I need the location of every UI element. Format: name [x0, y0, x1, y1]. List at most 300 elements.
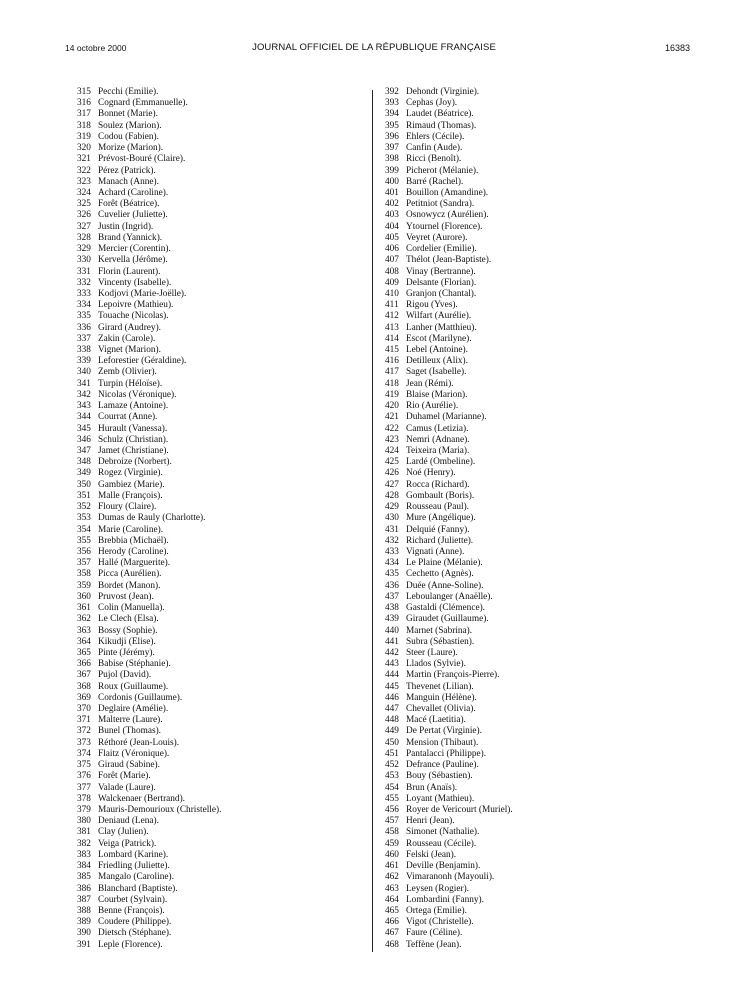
- list-item: [77, 379, 221, 390]
- list-item: [385, 592, 513, 603]
- right-name-list: [385, 87, 513, 951]
- entry-number: 389: [77, 917, 91, 928]
- entry-number: 391: [77, 939, 91, 950]
- entry-name: Laudet (Béatrice).: [406, 109, 474, 120]
- entry-name: Courbet (Sylvain).: [98, 894, 168, 905]
- entry-name: Camus (Letizia).: [406, 423, 469, 434]
- entry-number: 375: [77, 760, 91, 771]
- entry-number: 329: [77, 244, 91, 255]
- entry-name: Forêt (Marie).: [98, 771, 151, 782]
- entry-name: Ytournel (Florence).: [406, 221, 483, 232]
- list-item: [77, 300, 221, 311]
- entry-number: 456: [385, 805, 399, 815]
- entry-number: 346: [77, 434, 91, 445]
- list-item: [385, 839, 513, 850]
- list-item: [385, 794, 513, 805]
- entry-number: 361: [77, 603, 91, 614]
- entry-name: Blaise (Marion).: [406, 389, 468, 400]
- entry-number: 355: [77, 535, 91, 546]
- entry-name: Giraud (Sabine).: [98, 760, 160, 771]
- entry-number: 371: [77, 715, 91, 726]
- entry-number: 399: [385, 165, 399, 176]
- entry-number: 434: [385, 558, 399, 569]
- entry-name: Bonnet (Marie).: [98, 109, 158, 120]
- entry-name: Rogez (Virginie).: [98, 468, 163, 479]
- entry-name: Duhamel (Marianne).: [406, 412, 487, 423]
- entry-number: 457: [385, 816, 399, 827]
- entry-name: Pinte (Jérémy).: [98, 647, 155, 658]
- list-item: [77, 816, 221, 827]
- entry-name: Justin (Ingrid).: [98, 221, 154, 232]
- entry-number: 407: [385, 255, 399, 266]
- list-item: [385, 98, 513, 109]
- entry-number: 343: [77, 401, 91, 412]
- entry-number: 336: [77, 322, 91, 333]
- list-item: [77, 906, 221, 917]
- entry-number: 385: [77, 872, 91, 883]
- page-header: [0, 41, 748, 55]
- list-item: [385, 166, 513, 177]
- entry-name: Herody (Caroline).: [98, 546, 169, 557]
- entry-number: 437: [385, 591, 399, 602]
- entry-number: 441: [385, 636, 399, 647]
- entry-name: Osnowycz (Aurélien).: [406, 210, 489, 221]
- list-item: [77, 670, 221, 681]
- entry-number: 400: [385, 176, 399, 187]
- list-item: [385, 323, 513, 334]
- list-item: [385, 480, 513, 491]
- entry-number: 443: [385, 659, 399, 670]
- entry-name: Pruvost (Jean).: [98, 591, 154, 602]
- entry-name: Turpin (Héloïse).: [98, 378, 163, 389]
- issue-date: 14 octobre 2000: [65, 43, 127, 53]
- entry-number: 357: [77, 558, 91, 569]
- list-item: [77, 255, 221, 266]
- list-item: [77, 424, 221, 435]
- list-item: [77, 693, 221, 704]
- entry-number: 396: [385, 131, 399, 142]
- list-item: [385, 177, 513, 188]
- entry-number: 365: [77, 647, 91, 658]
- list-item: [385, 547, 513, 558]
- list-item: [385, 536, 513, 547]
- list-item: [385, 917, 513, 928]
- entry-name: Rigou (Yves).: [406, 300, 458, 311]
- entry-number: 412: [385, 311, 399, 322]
- entry-name: Vignet (Marion).: [98, 345, 161, 356]
- entry-name: Hallé (Marguerite).: [98, 558, 171, 569]
- list-item: [77, 603, 221, 614]
- entry-number: 409: [385, 277, 399, 288]
- entry-number: 411: [385, 300, 399, 311]
- entry-number: 335: [77, 311, 91, 322]
- list-item: [385, 491, 513, 502]
- list-item: [385, 132, 513, 143]
- list-item: [77, 794, 221, 805]
- entry-number: 328: [77, 232, 91, 243]
- list-item: [77, 132, 221, 143]
- list-item: [77, 502, 221, 513]
- entry-name: Touache (Nicolas).: [98, 311, 169, 322]
- entry-number: 382: [77, 838, 91, 849]
- entry-name: Veyret (Aurore).: [406, 232, 468, 243]
- entry-name: Henri (Jean).: [406, 816, 455, 827]
- entry-number: 340: [77, 367, 91, 378]
- entry-number: 453: [385, 771, 399, 782]
- entry-number: 433: [385, 546, 399, 557]
- entry-number: 466: [385, 917, 399, 928]
- list-item: [385, 928, 513, 939]
- list-item: [385, 222, 513, 233]
- entry-number: 359: [77, 580, 91, 591]
- list-item: [385, 412, 513, 423]
- list-item: [77, 412, 221, 423]
- entry-name: Dehondt (Virginie).: [406, 87, 480, 97]
- entry-number: 366: [77, 659, 91, 670]
- entry-number: 423: [385, 434, 399, 445]
- entry-number: 350: [77, 479, 91, 490]
- list-item: [385, 356, 513, 367]
- list-item: [77, 222, 221, 233]
- entry-number: 462: [385, 872, 399, 883]
- list-item: [77, 614, 221, 625]
- list-item: [77, 166, 221, 177]
- entry-name: Bossy (Sophie).: [98, 625, 158, 636]
- column-divider: [372, 90, 373, 952]
- entry-name: Vincenty (Isabelle).: [98, 277, 172, 288]
- entry-name: Zemb (Olivier).: [98, 367, 157, 378]
- list-item: [77, 682, 221, 693]
- entry-number: 393: [385, 98, 399, 109]
- entry-name: Rio (Aurélie).: [406, 401, 459, 412]
- entry-name: Pérez (Patrick).: [98, 165, 156, 176]
- entry-name: Jean (Rémi).: [406, 378, 454, 389]
- entry-number: 331: [77, 266, 91, 277]
- entry-name: De Pertat (Virginie).: [406, 726, 482, 737]
- entry-number: 348: [77, 457, 91, 468]
- list-item: [77, 805, 221, 816]
- entry-name: Noé (Henry).: [406, 468, 456, 479]
- list-item: [385, 289, 513, 300]
- list-item: [77, 390, 221, 401]
- entry-name: Mangalo (Caroline).: [98, 872, 174, 883]
- entry-name: Babise (Stéphanie).: [98, 659, 171, 670]
- entry-name: Girard (Audrey).: [98, 322, 161, 333]
- entry-name: Ortega (Emilie).: [406, 905, 467, 916]
- entry-number: 320: [77, 143, 91, 154]
- list-item: [77, 569, 221, 580]
- entry-name: Chevallet (Olivia).: [406, 704, 476, 715]
- entry-number: 337: [77, 333, 91, 344]
- entry-number: 387: [77, 894, 91, 905]
- list-item: [385, 311, 513, 322]
- entry-number: 368: [77, 681, 91, 692]
- entry-name: Brebbia (Michaël).: [98, 535, 169, 546]
- entry-number: 342: [77, 389, 91, 400]
- entry-name: Le Clech (Elsa).: [98, 614, 159, 625]
- list-item: [77, 940, 221, 951]
- entry-number: 377: [77, 782, 91, 793]
- list-item: [385, 738, 513, 749]
- list-item: [385, 278, 513, 289]
- entry-name: Cuvelier (Juliette).: [98, 210, 168, 221]
- list-item: [77, 872, 221, 883]
- entry-name: Pecchi (Emilie).: [98, 87, 159, 97]
- list-item: [77, 783, 221, 794]
- entry-name: Cognard (Emmanuelle).: [98, 98, 188, 109]
- list-item: [385, 334, 513, 345]
- list-item: [77, 525, 221, 536]
- entry-name: Lepoivre (Mathieu).: [98, 300, 174, 311]
- entry-name: Duée (Anne-Soline).: [406, 580, 484, 591]
- entry-number: 390: [77, 928, 91, 939]
- entry-number: 446: [385, 692, 399, 703]
- list-item: [77, 188, 221, 199]
- list-item: [385, 682, 513, 693]
- entry-name: Nemri (Adnane).: [406, 434, 470, 445]
- list-item: [385, 457, 513, 468]
- list-item: [385, 143, 513, 154]
- list-item: [77, 760, 221, 771]
- list-item: [77, 592, 221, 603]
- entry-number: 360: [77, 591, 91, 602]
- entry-name: Leforestier (Géraldine).: [98, 356, 187, 367]
- entry-name: Kodjovi (Marie-Joëlle).: [98, 288, 187, 299]
- list-item: [77, 895, 221, 906]
- entry-name: Brand (Yannick).: [98, 232, 163, 243]
- entry-number: 372: [77, 726, 91, 737]
- entry-name: Cephas (Joy).: [406, 98, 458, 109]
- entry-number: 326: [77, 210, 91, 221]
- list-item: [77, 726, 221, 737]
- entry-number: 449: [385, 726, 399, 737]
- entry-number: 428: [385, 490, 399, 501]
- entry-name: Mauris-Demourioux (Christelle).: [98, 805, 222, 815]
- entry-name: Soulez (Marion).: [98, 120, 162, 131]
- entry-number: 354: [77, 524, 91, 535]
- list-item: [77, 839, 221, 850]
- entry-name: Lamaze (Antoine).: [98, 401, 169, 412]
- entry-number: 344: [77, 412, 91, 423]
- list-item: [385, 109, 513, 120]
- entry-name: Rousseau (Paul).: [406, 502, 470, 513]
- list-item: [77, 558, 221, 569]
- entry-name: Cordelier (Emilie).: [406, 244, 477, 255]
- journal-title: JOURNAL OFFICIEL DE LA RÉPUBLIQUE FRANÇAISE: [252, 42, 496, 53]
- entry-number: 450: [385, 737, 399, 748]
- entry-number: 338: [77, 345, 91, 356]
- list-item: [77, 289, 221, 300]
- entry-number: 397: [385, 143, 399, 154]
- entry-name: Marie (Caroline).: [98, 524, 164, 535]
- entry-name: Floury (Claire).: [98, 502, 157, 513]
- entry-number: 383: [77, 849, 91, 860]
- entry-name: Prévost-Bouré (Claire).: [98, 154, 186, 165]
- entry-number: 439: [385, 614, 399, 625]
- list-item: [77, 547, 221, 558]
- list-item: [385, 884, 513, 895]
- entry-number: 321: [77, 154, 91, 165]
- entry-number: 467: [385, 928, 399, 939]
- list-item: [385, 872, 513, 883]
- list-item: [77, 233, 221, 244]
- list-item: [77, 210, 221, 221]
- entry-name: Cordonis (Guillaume).: [98, 692, 183, 703]
- entry-number: 356: [77, 546, 91, 557]
- entry-name: Ehlers (Cécile).: [406, 131, 465, 142]
- entry-name: Macé (Laetitia).: [406, 715, 466, 726]
- list-item: [77, 917, 221, 928]
- list-item: [77, 468, 221, 479]
- list-item: [385, 827, 513, 838]
- entry-number: 444: [385, 670, 399, 681]
- entry-name: Vigot (Christelle).: [406, 917, 474, 928]
- list-item: [385, 626, 513, 637]
- entry-number: 463: [385, 883, 399, 894]
- entry-number: 404: [385, 221, 399, 232]
- entry-number: 415: [385, 345, 399, 356]
- entry-name: Leysen (Rogier).: [406, 883, 469, 894]
- entry-number: 465: [385, 905, 399, 916]
- entry-number: 448: [385, 715, 399, 726]
- entry-name: Manach (Anne).: [98, 176, 159, 187]
- list-item: [77, 199, 221, 210]
- entry-number: 402: [385, 199, 399, 210]
- list-item: [385, 659, 513, 670]
- entry-name: Roux (Guillaume).: [98, 681, 169, 692]
- entry-name: Llados (Sylvie).: [406, 659, 466, 670]
- entry-name: Escot (Marilyne).: [406, 333, 472, 344]
- entry-name: Pujol (David).: [98, 670, 152, 681]
- entry-number: 405: [385, 232, 399, 243]
- entry-name: Leboulanger (Anaëlle).: [406, 591, 493, 602]
- entry-number: 373: [77, 737, 91, 748]
- entry-number: 316: [77, 98, 91, 109]
- entry-name: Gastaldi (Clémence).: [406, 603, 485, 614]
- entry-name: Malle (François).: [98, 490, 163, 501]
- entry-name: Leple (Florence).: [98, 939, 163, 950]
- entry-number: 460: [385, 849, 399, 860]
- list-item: [77, 626, 221, 637]
- entry-name: Kervella (Jérôme).: [98, 255, 168, 266]
- entry-number: 363: [77, 625, 91, 636]
- entry-number: 438: [385, 603, 399, 614]
- list-item: [77, 861, 221, 872]
- entry-name: Picherot (Mélanie).: [406, 165, 479, 176]
- list-item: [385, 210, 513, 221]
- list-item: [385, 446, 513, 457]
- entry-name: Florin (Laurent).: [98, 266, 161, 277]
- entry-number: 349: [77, 468, 91, 479]
- list-item: [385, 424, 513, 435]
- list-item: [77, 143, 221, 154]
- entry-name: Cechetto (Agnès).: [406, 569, 474, 580]
- entry-number: 431: [385, 524, 399, 535]
- entry-number: 351: [77, 490, 91, 501]
- list-item: [77, 513, 221, 524]
- entry-number: 323: [77, 176, 91, 187]
- entry-number: 425: [385, 457, 399, 468]
- entry-name: Clay (Julien).: [98, 827, 149, 838]
- entry-number: 419: [385, 389, 399, 400]
- list-item: [385, 233, 513, 244]
- entry-name: Detilleux (Alix).: [406, 356, 468, 367]
- list-item: [77, 536, 221, 547]
- entry-name: Veiga (Patrick).: [98, 838, 157, 849]
- list-item: [385, 199, 513, 210]
- list-item: [77, 704, 221, 715]
- entry-name: Brun (Anaïs).: [406, 782, 458, 793]
- entry-name: Canfin (Aude).: [406, 143, 463, 154]
- list-item: [385, 749, 513, 760]
- entry-number: 374: [77, 748, 91, 759]
- entry-number: 452: [385, 760, 399, 771]
- entry-number: 381: [77, 827, 91, 838]
- entry-number: 369: [77, 692, 91, 703]
- list-item: [77, 827, 221, 838]
- entry-name: Kikudji (Elise).: [98, 636, 156, 647]
- entry-name: Saget (Isabelle).: [406, 367, 467, 378]
- entry-name: Deglaire (Amélie).: [98, 704, 169, 715]
- entry-number: 394: [385, 109, 399, 120]
- entry-name: Walckenaer (Bertrand).: [98, 793, 186, 804]
- list-item: [77, 738, 221, 749]
- entry-name: Gombault (Boris).: [406, 490, 475, 501]
- list-item: [385, 244, 513, 255]
- entry-name: Codou (Fabien).: [98, 131, 159, 142]
- list-item: [385, 502, 513, 513]
- entry-name: Forêt (Béatrice).: [98, 199, 160, 210]
- entry-name: Petitniot (Sandra).: [406, 199, 475, 210]
- entry-name: Coudere (Philippe).: [98, 917, 172, 928]
- entry-number: 440: [385, 625, 399, 636]
- list-item: [77, 356, 221, 367]
- list-item: [385, 300, 513, 311]
- list-item: [385, 267, 513, 278]
- entry-name: Bouillon (Amandine).: [406, 187, 489, 198]
- entry-number: 468: [385, 939, 399, 950]
- entry-name: Defrance (Pauline).: [406, 760, 479, 771]
- entry-number: 427: [385, 479, 399, 490]
- list-item: [385, 693, 513, 704]
- entry-name: Ricci (Benoît).: [406, 154, 462, 165]
- entry-name: Picca (Aurélien).: [98, 569, 162, 580]
- entry-number: 406: [385, 244, 399, 255]
- entry-number: 464: [385, 894, 399, 905]
- entry-name: Benne (François).: [98, 905, 165, 916]
- list-item: [77, 491, 221, 502]
- list-item: [77, 648, 221, 659]
- entry-name: Thélot (Jean-Baptiste).: [406, 255, 492, 266]
- entry-name: Flaitz (Véronique).: [98, 748, 170, 759]
- entry-number: 334: [77, 300, 91, 311]
- entry-number: 422: [385, 423, 399, 434]
- list-item: [385, 637, 513, 648]
- entry-name: Malterre (Laure).: [98, 715, 163, 726]
- list-item: [385, 435, 513, 446]
- entry-number: 362: [77, 614, 91, 625]
- list-item: [385, 468, 513, 479]
- entry-number: 426: [385, 468, 399, 479]
- entry-name: Zakin (Carole).: [98, 333, 156, 344]
- entry-number: 447: [385, 704, 399, 715]
- list-item: [77, 659, 221, 670]
- list-item: [77, 244, 221, 255]
- list-item: [385, 569, 513, 580]
- entry-name: Colin (Manuella).: [98, 603, 165, 614]
- entry-name: Pantalacci (Philippe).: [406, 748, 487, 759]
- entry-number: 319: [77, 131, 91, 142]
